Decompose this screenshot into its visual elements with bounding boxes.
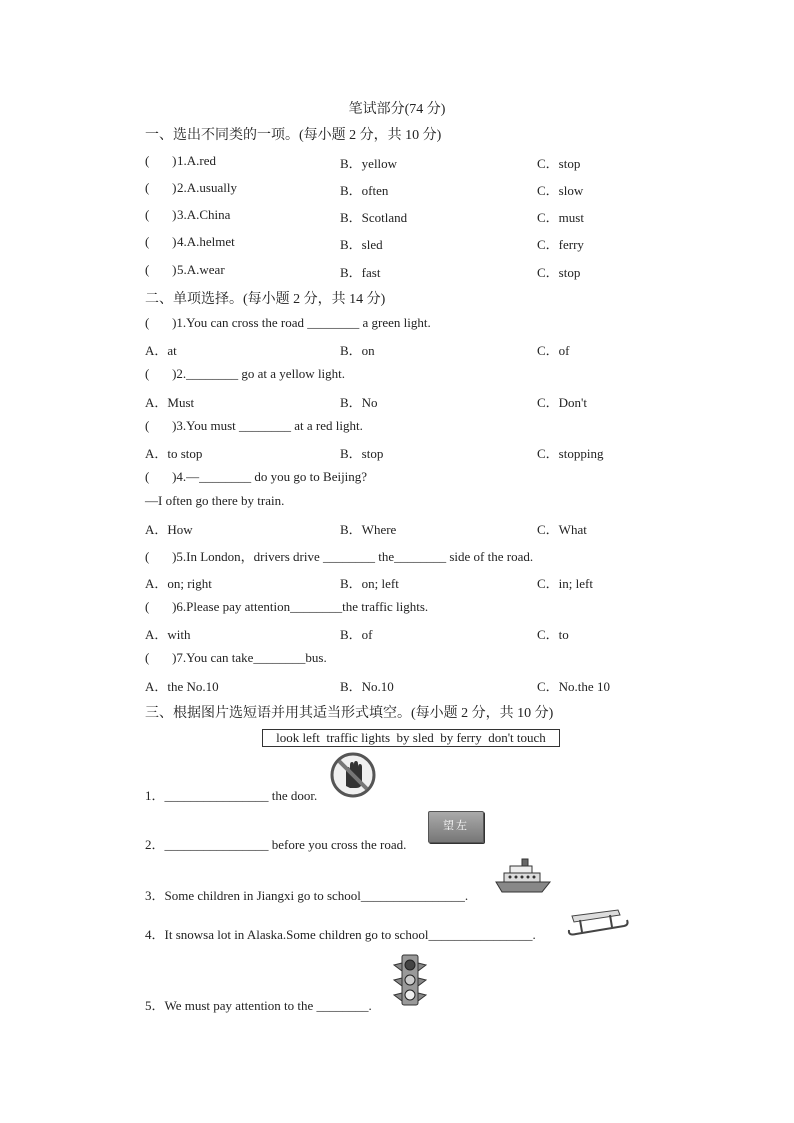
section-3-heading: 三、根据图片选短语并用其适当形式填空。(每小题 2 分，共 10 分) (145, 706, 554, 721)
option-a[interactable]: A．at (145, 343, 177, 358)
fill-item-3[interactable]: 3．Some children in Jiangxi go to school________________. (145, 888, 469, 903)
option-b: B．yellow (340, 156, 398, 171)
question-stem: ( )2.________ go at a yellow light. (145, 366, 346, 381)
option-c[interactable]: C．in; left (537, 576, 593, 591)
option-c: C．ferry (537, 237, 584, 252)
fill-item-5[interactable]: 5．We must pay attention to the ________. (145, 998, 372, 1013)
option-b: B．often (340, 183, 389, 198)
answer-paren[interactable]: ( ) (145, 180, 177, 195)
option-b[interactable]: B．of (340, 627, 373, 642)
option-c[interactable]: C．to (537, 627, 569, 642)
question-stem: ( )1.You can cross the road ________ a green light. (145, 315, 431, 330)
question-stem: ( )5.In London，drivers drive ________ the________ side of the road. (145, 549, 534, 564)
option-b: B．Scotland (340, 210, 408, 225)
option-a[interactable]: A．with (145, 627, 191, 642)
options-row (145, 624, 665, 642)
option-a: 5.A.wear (177, 262, 225, 277)
option-a[interactable]: A．the No.10 (145, 679, 219, 694)
part1-row-1 (145, 153, 665, 171)
options-row (145, 519, 665, 537)
no-touch-sign-icon (330, 752, 376, 798)
option-a[interactable]: A．How (145, 522, 193, 537)
option-b[interactable]: B．on; left (340, 576, 399, 591)
section-1-heading: 一、选出不同类的一项。(每小题 2 分，共 10 分) (145, 128, 442, 143)
section-2-heading: 二、单项选择。(每小题 2 分，共 14 分) (145, 292, 386, 307)
look-left-sign (428, 811, 484, 843)
option-a[interactable]: A．to stop (145, 446, 203, 461)
answer-paren[interactable]: ( ) (145, 207, 177, 222)
fill-item-4[interactable]: 4．It snowsa lot in Alaska.Some children go to school________________. (145, 927, 536, 942)
answer-paren[interactable]: ( ) (145, 153, 177, 168)
options-row (145, 340, 665, 358)
option-a[interactable]: A．Must (145, 395, 195, 410)
option-c[interactable]: C．No.the 10 (537, 679, 610, 694)
options-row (145, 443, 665, 461)
part1-row-5 (145, 262, 665, 280)
answer-paren[interactable]: ( ) (145, 262, 177, 277)
option-c[interactable]: C．of (537, 343, 570, 358)
fill-item-2[interactable]: 2．________________ before you cross the road. (145, 837, 407, 852)
part1-row-3 (145, 207, 665, 225)
option-c: C．stop (537, 156, 581, 171)
option-c[interactable]: C．Don't (537, 395, 588, 410)
options-row (145, 392, 665, 410)
option-b: B．fast (340, 265, 381, 280)
option-b[interactable]: B．No.10 (340, 679, 394, 694)
option-c: C．must (537, 210, 584, 225)
option-a: 3.A.China (177, 207, 231, 222)
option-c[interactable]: C．stopping (537, 446, 604, 461)
option-a: 1.A.red (177, 153, 216, 168)
option-a[interactable]: A．on; right (145, 576, 212, 591)
question-stem: ( )6.Please pay attention________the traffic lights. (145, 599, 429, 614)
options-row (145, 676, 665, 694)
option-c: C．stop (537, 265, 581, 280)
option-a: 4.A.helmet (177, 234, 235, 249)
option-b[interactable]: B．stop (340, 446, 384, 461)
sign-label: 望左 (443, 819, 469, 832)
question-stem-response: —I often go there by train. (145, 493, 285, 508)
options-row (145, 573, 665, 591)
option-b[interactable]: B．No (340, 395, 378, 410)
answer-paren[interactable]: ( ) (145, 234, 177, 249)
sled-icon (566, 906, 630, 938)
option-a: 2.A.usually (177, 180, 237, 195)
part1-row-2 (145, 180, 665, 198)
option-c: C．slow (537, 183, 584, 198)
option-b[interactable]: B．on (340, 343, 375, 358)
page-title: 笔试部分(74 分) (348, 102, 446, 117)
option-c[interactable]: C．What (537, 522, 587, 537)
part1-row-4 (145, 234, 665, 252)
phrase-bank: look left traffic lights by sled by ferry don't touch (262, 729, 560, 747)
question-stem: ( )7.You can take________bus. (145, 650, 327, 665)
question-stem: ( )4.—________ do you go to Beijing? (145, 469, 368, 484)
traffic-light-icon (392, 953, 428, 1007)
ferry-icon (494, 856, 552, 896)
fill-item-1[interactable]: 1．________________ the door. (145, 788, 318, 803)
option-b: B．sled (340, 237, 383, 252)
question-stem: ( )3.You must ________ at a red light. (145, 418, 363, 433)
option-b[interactable]: B．Where (340, 522, 397, 537)
